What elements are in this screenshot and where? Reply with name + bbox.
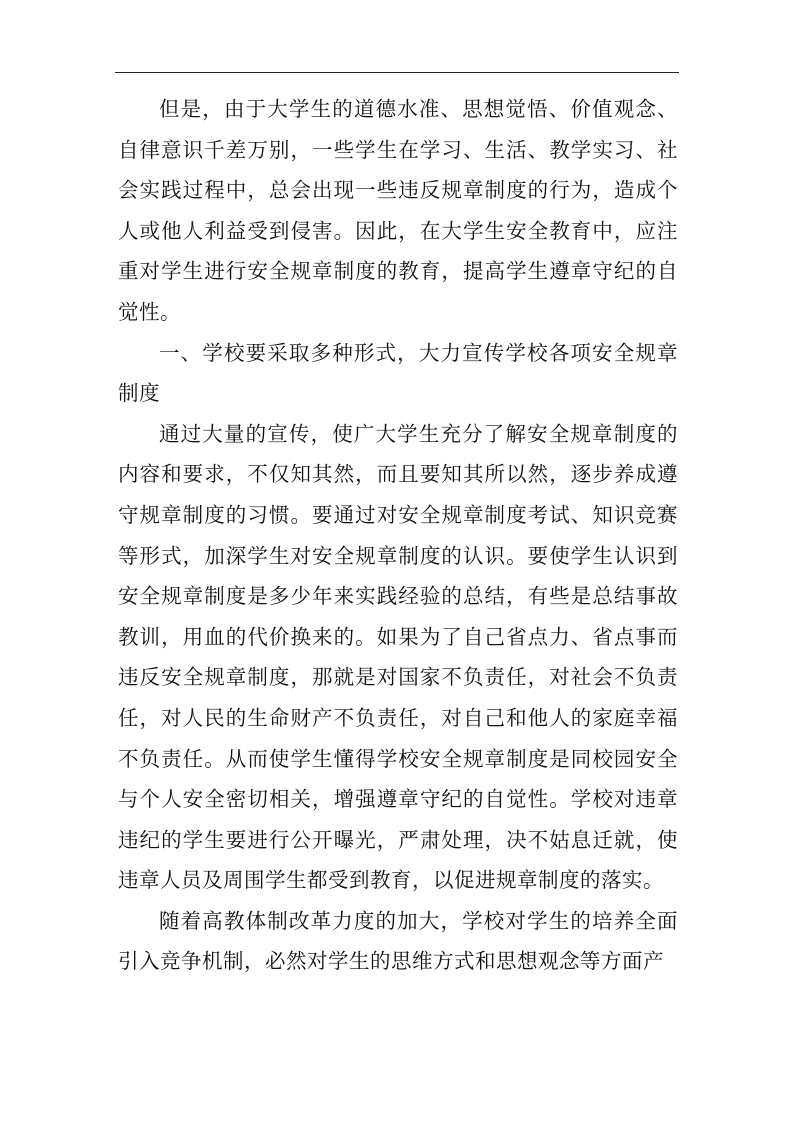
paragraph-reform: 随着高教体制改革力度的加大，学校对学生的培养全面引入竞争机制，必然对学生的思维方式和思想观念等方面产 (118, 908, 678, 974)
header-rule (115, 72, 679, 73)
section-heading: 一、学校要采取多种形式，大力宣传学校各项安全规章制度 (118, 340, 678, 406)
document-body (118, 89, 678, 982)
paragraph-propaganda: 通过大量的宣传，使广大学生充分了解安全规章制度的内容和要求，不仅知其然，而且要知其所以然，逐步养成遵守规章制度的习惯。要通过对安全规章制度考试、知识竞赛等形式，加深学生对安全规章制度的认识。要使学生认识到安全规章制度是多少年来实践经验的总结，有些是总结事故教训，用血的代价换来的。如果为了自己省点力、省点事而违反安全规章制度，那就是对国家不负责任，对社会不负责任，对人民的生命财产不负责任，对自己和他人的家庭幸福不负责任。从而使学生懂得学校安全规章制度是同校园安全与个人安全密切相关，增强遵章守纪的自觉性。学校对违章违纪的学生要进行公开曝光，严肃处理，决不姑息迁就，使违章人员及周围学生都受到教育，以促进规章制度的落实。 (118, 421, 678, 893)
paragraph-intro: 但是，由于大学生的道德水准、思想觉悟、价值观念、自律意识千差万别，一些学生在学习、生活、教学实习、社会实践过程中，总会出现一些违反规章制度的行为，造成个人或他人利益受到侵害。因此，在大学生安全教育中，应注重对学生进行安全规章制度的教育，提高学生遵章守纪的自觉性。 (118, 97, 678, 324)
